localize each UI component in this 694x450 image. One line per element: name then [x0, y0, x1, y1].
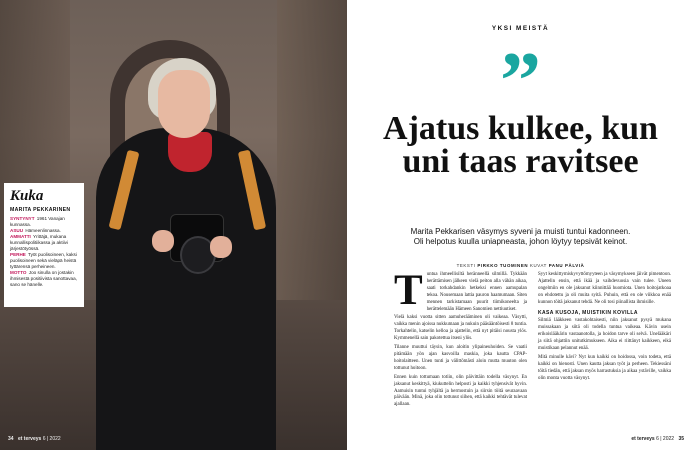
drop-cap: T	[394, 267, 423, 314]
section-label: YKSI MEISTÄ	[491, 25, 550, 32]
issue-number: 6 | 2022	[656, 436, 675, 442]
article-column	[538, 272, 671, 385]
article-column	[394, 267, 527, 411]
body-paragraph: Syyt keskittymiskyvyttömyyteen ja väsymykseen jäivät pimentoon. Ajattelin ensin, että ikää ja vaihdevuosia vain tulee. Uneen ongelmiin en ole jaksanut kiinnittää huomiota. Unen hoitojatkoaa on ehdotettu ja oli muita syitä. Puhuin, että en ole viikkoa enää kunnon töitä jaksanut tehdä. Ne oli tosi piinallista ihmisille.	[538, 272, 671, 305]
info-row-key: ASUU	[10, 228, 24, 233]
person-hand	[152, 230, 174, 252]
info-row-key: AMMATTI	[10, 234, 31, 239]
info-row-key: MOTTO	[10, 270, 27, 275]
byline-text-label: TEKSTI	[456, 263, 476, 268]
info-row-text: Hämeenlinnassa.	[25, 228, 61, 233]
page-footer-left	[8, 436, 61, 442]
info-name: MARITA PEKKARINEN	[10, 207, 71, 213]
article-subheading: KASA KUSOJA, MUISTIKIN KOVILLA	[538, 309, 638, 316]
info-row-text: 1961 Vanajan kunnassa.	[10, 216, 65, 227]
info-row-key: SYNTYNYT	[10, 216, 35, 221]
quote-mark-icon: ”	[500, 35, 541, 126]
page-number: 34	[8, 436, 14, 442]
body-paragraph: Silmiä lääkkeen vastakohtaisesti, niin jaksanut pysyä mukana muissakaan ja siitä oli todella tuntua vaikeaa. Kävin usein erikoislääkärin vastaanotolla, ja hoidon tarve oli selvä. Unelääkäri ja siitä ohjattiin unitutkimukseen. Aika ei riittänyt kaikkeen, eikä muistikaan pelannut enää.	[538, 318, 671, 352]
info-row	[10, 216, 78, 228]
page-number: 35	[678, 436, 684, 442]
issue-number: 6 | 2022	[42, 436, 61, 442]
body-paragraph: Vielä kaksi vuotta sitten aamuherääminen oli vaikeaa. Väsytti, vaikka menin ajoissa nukkumaan ja nukuin pääsääntöisesti 8 tuntia. Torkahtelin, katselin kelloa ja ajattelin, että nyt pitäisi nousta ylös. Kymmenellä sain pakotettua itseni ylös.	[394, 315, 527, 342]
info-row	[10, 270, 78, 288]
magazine-name: et terveys	[631, 436, 655, 442]
byline-photo-label: KUVAT	[529, 263, 547, 268]
byline-photographer: PANU PÄLVIÄ	[548, 263, 585, 268]
info-row-key: PERHE	[10, 252, 26, 257]
info-row-text: Joo sinulla on jostakin ihmisestä positiivista sanottavaa, sano se hänelle.	[10, 270, 77, 287]
body-paragraph: Mitä minulle kävi? Nyt kun kaikki on hoidossa, voin todeta, että kaikki on hienosti. Unen kautta jaksan työt ja perheen. Tekiessäni töitä tiedän, että jaksan myös harrastuksia ja aikaa ystäville, vaikka olin monta vuotta väsynyt.	[538, 354, 671, 381]
info-title: Kuka	[10, 188, 44, 204]
article-page	[347, 0, 694, 450]
magazine-name: et terveys	[17, 436, 42, 442]
article-headline: Ajatus kulkee, kun uni taas ravitsee	[383, 110, 658, 180]
person-scarf	[168, 132, 212, 172]
info-row-text: Työt puolisoineen, kaksi puolisoineen sekä vieläpä heistä tyttärensä perheineen.	[10, 252, 77, 269]
body-paragraph: Ennen kuin tottumaan totiin, olin päivittäin todella väsynyt. En jaksanut keskittyä, kiukuttelin helposti ja kaikki tyhjensivät hyvin. Aamuisin tuntui tyhjältä ja hermostuin ja siirsin töitä seuraavaan päivään. Minä, joka olin tottunut siihen, että kaikki tehtävät tulevat ajallaan.	[394, 374, 527, 408]
byline-author: PIRKKO TUOMINEN	[477, 263, 529, 268]
profile-info-box	[4, 183, 84, 307]
person-face	[158, 70, 210, 138]
info-row	[10, 252, 78, 270]
article-lead: Marita Pekkarisen väsymys syveni ja muisti tuntui kadonneen. Oli helpotus kuulla uniapneasta, johon löytyy tepsivät keinot.	[410, 227, 631, 246]
body-paragraph: untua ihmeellisiltä heränneellä silmillä. Tykkään herättämisen jälkeen vielä peiton alla vähän aikaa, saati torkahdankin hetkeksi ennen aamupalan tekoa. Nousemaan lattia pauron haamumaan. Siten mennen tarkistamaan puurit tiimikoneelta ja herättelemään Hämeen Sanomien nettiuutiset.	[426, 272, 527, 312]
body-paragraph: Tilanne muuttui täysin, kun aloitin ylipaineuhoiden. Se vaatii pitämään yön ajan kasvoilla maskia, joka kautta CPAP-hoitolaitteen. Unen tunti ja välittömästi aloin mutta muuton olen tottunut hoitoon.	[394, 345, 527, 371]
info-row-text: Yrittäjä, mukana kunnallispolitiikassa ja aktiivi järjestötyössä.	[10, 234, 68, 251]
info-row	[10, 234, 78, 252]
person-hand	[210, 236, 232, 258]
page-footer-right	[631, 436, 684, 442]
